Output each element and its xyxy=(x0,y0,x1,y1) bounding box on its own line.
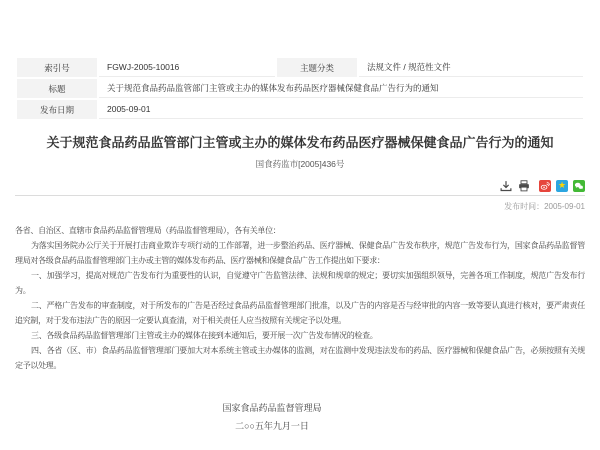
table-row xyxy=(17,100,583,119)
share-wechat-icon[interactable] xyxy=(573,180,585,192)
salutation: 各省、自治区、直辖市食品药品监督管理局（药品监督管理局），各有关单位： xyxy=(15,226,281,235)
table-row xyxy=(17,79,583,98)
paragraph-item-1: 一、加强学习，提高对规范广告发布行为重要性的认识，自觉遵守广告监管法律、法规和规章的规定；要切实加强组织领导，完善各项工作制度，规范广告发布行为。 xyxy=(15,271,585,295)
signature-date: 二○○五年九月一日 xyxy=(235,421,309,431)
meta-value-publish-date: 2005-09-01 xyxy=(99,100,583,119)
toolbar xyxy=(15,179,585,192)
meta-label-index-number: 索引号 xyxy=(17,58,97,77)
paragraph-item-4: 四、各省（区、市）食品药品监督管理部门要加大对本系统主管或主办媒体的监测，对在监测中发现违法发布的药品、医疗器械和保健食品广告，必须按照有关规定予以处理。 xyxy=(15,346,585,370)
share-weibo-icon[interactable] xyxy=(539,180,551,192)
doc-number: 国食药监市[2005]436号 xyxy=(255,159,345,169)
publish-time-value: 2005-09-01 xyxy=(544,202,585,211)
print-icon[interactable] xyxy=(517,179,530,192)
publish-time xyxy=(15,201,585,212)
table-row xyxy=(17,58,583,77)
paragraph-intro: 为落实国务院办公厅关于开展打击商业欺诈专项行动的工作部署，进一步整治药品、医疗器械、保健食品广告发布秩序，规范广告发布行为，国家食品药品监督管理局对各级食品药品监督管理部门主办或主管的媒体发布药品、医疗器械和保健食品广告工作提出如下要求： xyxy=(15,241,585,265)
paragraph-item-2: 二、严格广告发布的审查制度，对于所发布的广告是否经过食品药品监督管理部门批准，以及广告的内容是否与经审批的内容一致等要认真进行核对，要严肃责任追究制，对于发布违法广告的原因一定要认真查清，对于相关责任人应当按照有关规定予以处理。 xyxy=(15,301,585,325)
signature-block xyxy=(15,399,529,435)
divider xyxy=(15,195,585,196)
article-body xyxy=(15,223,585,373)
meta-value-title: 关于规范食品药品监管部门主管或主办的媒体发布药品医疗器械保健食品广告行为的通知 xyxy=(99,79,583,98)
meta-value-subject-category: 法规文件 / 规范性文件 xyxy=(359,58,583,77)
metadata-table xyxy=(15,56,585,121)
download-icon[interactable] xyxy=(499,179,512,192)
paragraph-item-3: 三、各级食品药品监督管理部门主管或主办的媒体在接到本通知后，要开展一次广告发布情况的检查。 xyxy=(31,331,378,340)
signature-org: 国家食品药品监督管理局 xyxy=(222,403,322,413)
share-qzone-icon[interactable]: ★ xyxy=(557,180,567,190)
meta-label-title: 标题 xyxy=(17,79,97,98)
meta-value-index-number: FGWJ-2005-10016 xyxy=(99,58,275,77)
meta-label-publish-date: 发布日期 xyxy=(17,100,97,119)
meta-label-subject-category: 主题分类 xyxy=(277,58,357,77)
publish-time-label: 发布时间： xyxy=(504,202,545,211)
page-title: 关于规范食品药品监管部门主管或主办的媒体发布药品医疗器械保健食品广告行为的通知 xyxy=(46,135,554,150)
